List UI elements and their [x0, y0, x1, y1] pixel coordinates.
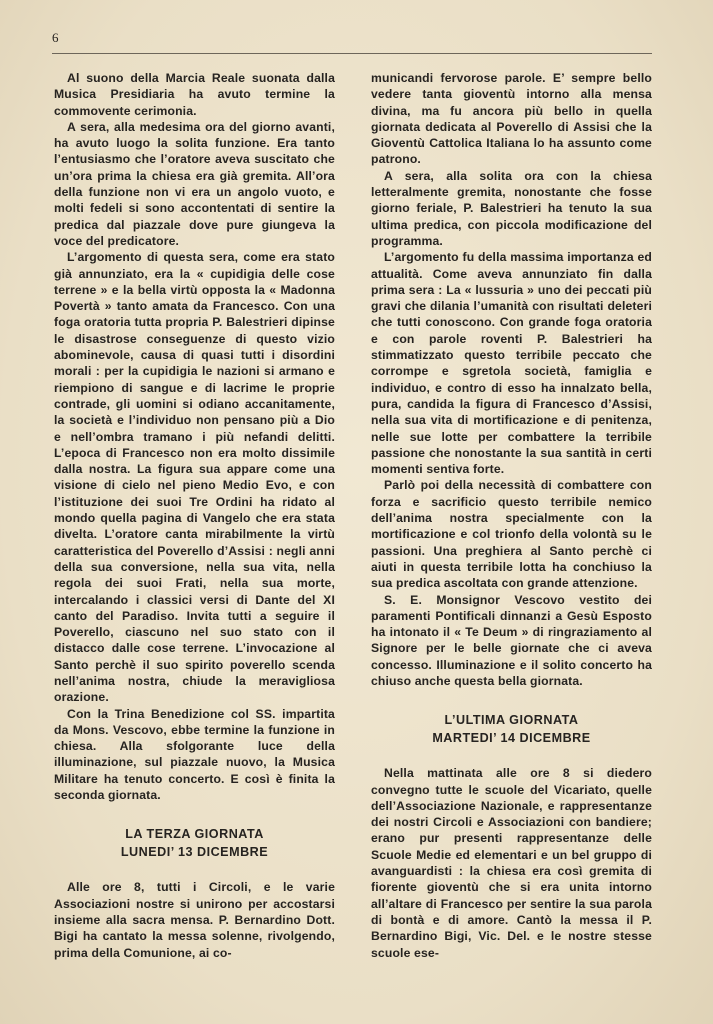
paragraph: Alle ore 8, tutti i Circoli, e le varie Associazioni nostre si unirono per accostarsi insieme alla sacra mensa. P. Bernardino Dott. Bigi ha cantato la messa solenne, rivolgendo, prima della Comunione, ai co- [54, 880, 335, 960]
paragraph: L’argomento di questa sera, come era stato già annunziato, era la « cupidigia delle cose terrene » e la bella virtù opposta la « Madonna Povertà » tanto amata da Francesco. Con una foga oratoria tutta propria P. Balestrieri dipinse le disastrose conseguenze di questo vizio abominevole, causa di quasi tutti i disordini morali : per la cupidigia le nazioni si armano e riempiono di sangue e di lacrime le proprie contrade, gli uomini si odiano accanitamente, la società e l’individuo non pensano più a Dio e nell’ombra tramano i più nefandi delitti. L’epoca di Francesco non era molto dissimile dalla nostra. La figura sua appare come una visione di cielo nel pieno Medio Evo, e con l’istituzione dei suoi Tre Ordini ha ridato al mondo quella pagina di Vangelo che era stata divelta. L’oratore canta mirabilmente la virtù caratteristica del Poverello d’Assisi : negli anni della sua conversione, nella sua vita, nella regola dei suoi Frati, nella sua morte, intercalando i classici versi di Dante del XI canto del Paradiso. Invita tutti a seguire il Poverello, ciascuno nel suo stato con il distacco dalle cose terrene. L’invocazione al Santo perchè il suo spirito poverello scenda nell’anima nostra, chiude la meravigliosa orazione. [54, 250, 335, 705]
paragraph: S. E. Monsignor Vescovo vestito dei paramenti Pontificali dinnanzi a Gesù Esposto ha intonato il « Te Deum » di ringraziamento al Signore per le belle giornate che ci aveva concesso. Illuminazione e il solito concerto ha chiuso anche questa bella giornata. [371, 592, 652, 688]
paragraph: Nella mattinata alle ore 8 si diedero convegno tutte le scuole del Vicariato, quelle dell’Associazione Nazionale, e rappresentanze dei nostri Circoli e Associazioni con bandiere; erano pur presenti rappresentanze delle Scuole Medie ed elementari e un bel gruppo di avanguardisti : la chiesa era così gremita di fiorente gioventù che si era unita intorno all’altare di Francesco per sentire la sua parola di bontà e di amore. Cantò la messa il P. Bernardino Bigi, Vic. Del. e le nostre stesse scuole ese- [371, 766, 652, 960]
section-heading-terza: LA TERZA GIORNATA [125, 827, 264, 842]
paragraph: municandi fervorose parole. E’ sempre bello vedere tanta gioventù intorno alla mensa divina, ma fu ancora più bello in quella giornata dedicata al Poverello di Assisi che la Gioventù Cattolica Italiana lo ha assunto come patrono. [371, 71, 652, 167]
paragraph: A sera, alla medesima ora del giorno avanti, ha avuto luogo la solita funzione. Era tanto l’entusiasmo che l’oratore aveva suscitato che un’ora prima la chiesa era già gremita. All’ora della funzione non vi era un angolo vuoto, e molti fedeli si sono accontentati di sentire la predica dal piazzale dove pure giungeva la voce del predicatore. [54, 119, 335, 248]
right-column [371, 70, 652, 961]
left-column [54, 70, 335, 961]
page-number: 6 [52, 30, 59, 45]
paragraph: L’argomento fu della massima importanza ed attualità. Come aveva annunziato fin dalla prima sera : La « lussuria » uno dei peccati più gravi che dilania l’umanità con risultati deleteri che tutti conoscono. Con grande foga oratoria e con parole roventi P. Balestrieri ha stimmatizzato questo terribile peccato che corrompe e sgretola società, famiglia e individuo, e contro di esso ha innalzato bella, pura, candida la figura di Francesco d’Assisi, nella sua vita di mortificazione e di penitenza, nelle sue lotte per combattere la terribile passione che nonostante la sua santità in certi momenti sentiva forte. [371, 250, 652, 477]
paragraph: Al suono della Marcia Reale suonata dalla Musica Presidiaria ha avuto termine la commovente cerimonia. [54, 71, 335, 118]
section-subheading-date: MARTEDI’ 14 DICEMBRE [432, 731, 591, 746]
header-rule [52, 53, 652, 54]
paragraph: Parlò poi della necessità di combattere con forza e sacrificio questo terribile nemico dell’anima nostra specialmente con la mortificazione e col trionfo della volontà su le passioni. Una preghiera al Santo perchè ci aiuti in questa terribile lotta ha conchiuso la sua predica ascoltata con grande attenzione. [371, 478, 652, 591]
section-subheading-date: LUNEDI’ 13 DICEMBRE [120, 845, 269, 860]
paragraph: A sera, alla solita ora con la chiesa letteralmente gremita, nonostante che fosse giorno feriale, P. Balestrieri ha tenuto la sua ultima predica, con piccola modificazione del programma. [371, 168, 652, 248]
section-heading-ultima: L’ULTIMA GIORNATA [444, 713, 579, 728]
paragraph: Con la Trina Benedizione col SS. impartita da Mons. Vescovo, ebbe termine la funzione in chiesa. Alla sfolgorante luce della illuminazione, sul piazzale nuovo, la Musica Militare ha tenuto concerto. E così è finita la seconda giornata. [54, 706, 335, 803]
